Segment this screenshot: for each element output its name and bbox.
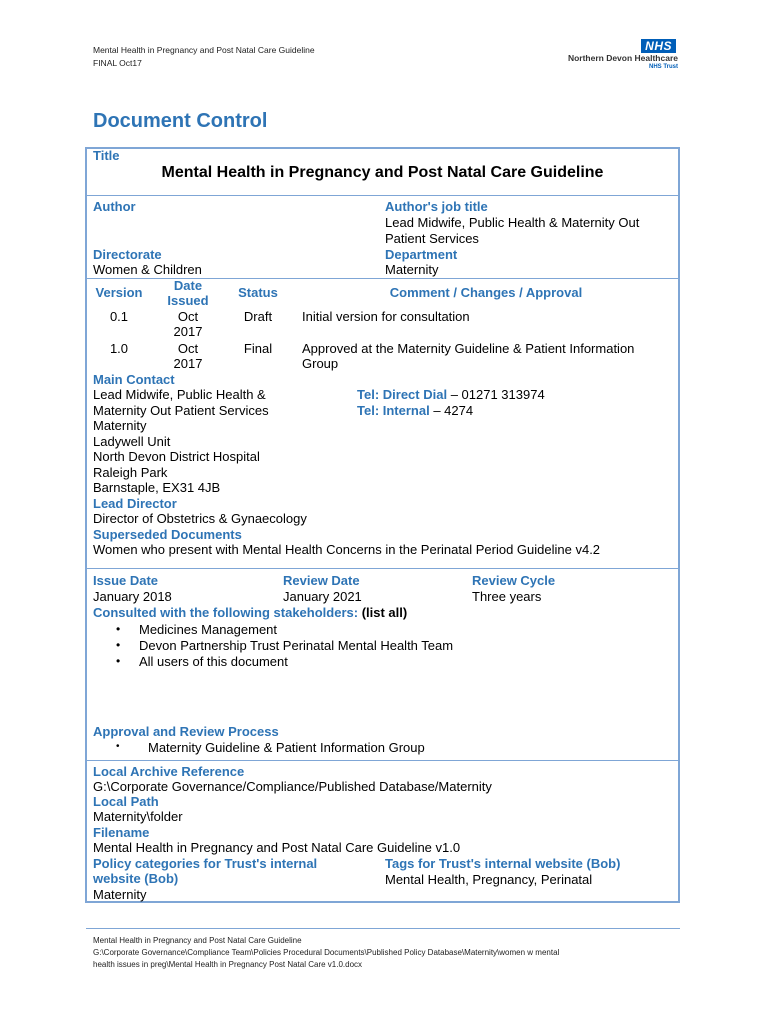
divider <box>87 760 678 761</box>
version-row-1-date: Oct <box>177 309 199 324</box>
version-row-2-date-year: 2017 <box>173 356 203 371</box>
issue-date-label: Issue Date <box>93 573 159 588</box>
footer-path-cont: health issues in preg\Mental Health in Pregnancy Post Natal Care v1.0.docx <box>93 960 363 969</box>
version-row-2-status: Final <box>243 341 273 356</box>
col-status: Status <box>238 285 278 300</box>
bullet-icon: • <box>116 638 121 652</box>
nhs-logo-mark: NHS <box>641 39 676 53</box>
version-row-1-version: 0.1 <box>109 309 129 324</box>
divider <box>87 568 678 569</box>
logo-trust-label: NHS Trust <box>648 64 678 70</box>
contact-line: Raleigh Park <box>93 465 168 480</box>
job-title-value: Lead Midwife, Public Health & Maternity Out <box>385 215 640 230</box>
consulted-item: All users of this document <box>139 654 288 669</box>
bullet-icon: • <box>116 654 121 668</box>
bullet-icon: • <box>116 622 121 636</box>
header-version: FINAL Oct17 <box>93 58 142 68</box>
contact-line: Maternity <box>93 418 147 433</box>
contact-line: Lead Midwife, Public Health & <box>93 387 266 402</box>
page-title: Document Control <box>93 110 268 132</box>
issue-date-value: January 2018 <box>93 589 172 604</box>
col-date-issued: Date <box>173 278 203 293</box>
version-row-2-comment-cont: Group <box>302 356 339 371</box>
approval-label: Approval and Review Process <box>93 724 279 739</box>
logo-org-name: Northern Devon Healthcare <box>567 53 678 63</box>
consulted-item: Devon Partnership Trust Perinatal Mental Health Team <box>139 638 454 653</box>
tel-internal <box>357 403 473 419</box>
bullet-icon: • <box>116 741 120 752</box>
title-label: Title <box>93 148 120 163</box>
col-comment: Comment / Changes / Approval <box>389 285 583 300</box>
version-row-2-version: 1.0 <box>109 341 129 356</box>
archive-label: Local Archive Reference <box>93 764 245 779</box>
consulted-heading <box>93 605 407 621</box>
tel-internal-label: Tel: Internal <box>357 403 430 418</box>
local-path-label: Local Path <box>93 794 159 809</box>
review-cycle-label: Review Cycle <box>472 573 556 588</box>
consulted-item: Medicines Management <box>139 622 278 637</box>
job-title-label: Author's job title <box>385 199 488 214</box>
job-title-value-cont: Patient Services <box>385 231 479 246</box>
superseded-value: Women who present with Mental Health Concerns in the Perinatal Period Guideline v4.2 <box>93 542 601 557</box>
directorate-label: Directorate <box>93 247 162 262</box>
contact-line: North Devon District Hospital <box>93 449 260 464</box>
tags-value: Mental Health, Pregnancy, Perinatal <box>385 872 593 887</box>
version-row-2-date: Oct <box>177 341 199 356</box>
superseded-label: Superseded Documents <box>93 527 242 542</box>
review-date-value: January 2021 <box>283 589 362 604</box>
policy-categories-label: Policy categories for Trust's internal <box>93 856 318 871</box>
main-contact-label: Main Contact <box>93 372 175 387</box>
consulted-label: Consulted with the following stakeholders: <box>93 605 359 620</box>
footer-path: G:\Corporate Governance\Compliance Team\Policies Procedural Documents\Published Policy Database\Maternity\women w mental <box>93 948 560 957</box>
tags-label: Tags for Trust's internal website (Bob) <box>385 856 621 871</box>
review-cycle-value: Three years <box>472 589 542 604</box>
tel-direct <box>357 387 545 403</box>
page-header <box>93 44 315 70</box>
version-row-2-comment: Approved at the Maternity Guideline & Patient Information <box>302 341 635 356</box>
footer-divider <box>86 928 680 929</box>
filename-value: Mental Health in Pregnancy and Post Natal Care Guideline v1.0 <box>93 840 461 855</box>
footer-title: Mental Health in Pregnancy and Post Natal Care Guideline <box>93 936 302 945</box>
header-doc-title: Mental Health in Pregnancy and Post Natal Care Guideline <box>93 45 315 55</box>
contact-line: Barnstaple, EX31 4JB <box>93 480 221 495</box>
review-date-label: Review Date <box>283 573 360 588</box>
lead-director-label: Lead Director <box>93 496 177 511</box>
policy-categories-value: Maternity <box>93 887 147 902</box>
version-row-1-comment: Initial version for consultation <box>302 309 470 324</box>
author-label: Author <box>93 199 136 214</box>
filename-label: Filename <box>93 825 150 840</box>
directorate-value: Women & Children <box>93 262 202 277</box>
document-title: Mental Health in Pregnancy and Post Natal Care Guideline <box>161 164 604 181</box>
consulted-label-suffix: (list all) <box>361 605 408 620</box>
col-version: Version <box>95 285 143 300</box>
archive-value: G:\Corporate Governance/Compliance/Published Database/Maternity <box>93 779 492 794</box>
department-label: Department <box>385 247 458 262</box>
contact-line: Ladywell Unit <box>93 434 171 449</box>
col-date-issued-2: Issued <box>167 293 209 308</box>
page-footer <box>93 935 663 971</box>
department-value: Maternity <box>385 262 439 277</box>
approval-item: Maternity Guideline & Patient Information Group <box>148 740 425 755</box>
divider <box>87 195 678 196</box>
policy-categories-label-cont: website (Bob) <box>93 871 179 886</box>
tel-direct-label: Tel: Direct Dial <box>357 387 448 402</box>
contact-line: Maternity Out Patient Services <box>93 403 269 418</box>
local-path-value: Maternity\folder <box>93 809 183 824</box>
tel-internal-value: – 4274 <box>433 403 474 418</box>
lead-director-value: Director of Obstetrics & Gynaecology <box>93 511 307 526</box>
tel-direct-value: – 01271 313974 <box>450 387 545 402</box>
version-row-1-status: Draft <box>243 309 273 324</box>
version-row-1-date-year: 2017 <box>173 324 203 339</box>
